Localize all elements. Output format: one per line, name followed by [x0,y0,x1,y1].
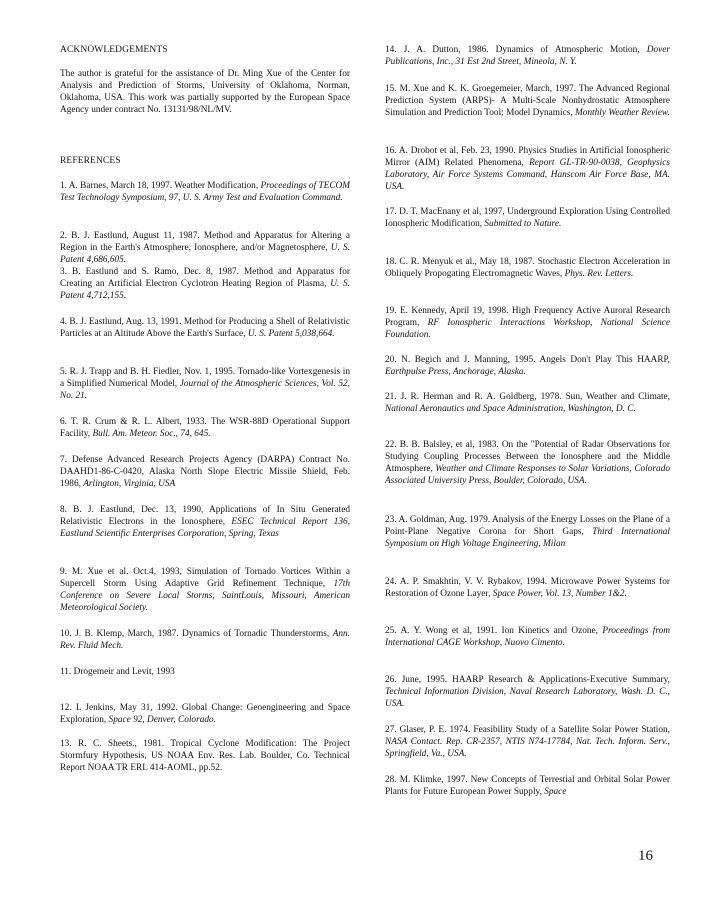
reference-item [60,566,350,614]
reference-source: Submitted to Nature. [484,219,562,229]
reference-source: Technical Information Division, Naval Research Laboratory, Wash. D. C., USA. [385,687,670,709]
reference-source: Earthpulse Press, Anchorage, Alaska. [385,367,526,377]
reference-text: 22. B. B. Balsley, et al, 1983. On the "Potential of Radar Observations for Studying Coupling Processes Between the Ionosphere and the Middle Atmosphere, [385,440,670,474]
reference-item [385,576,670,600]
reference-text: 28. M. Klimke, 1997. New Concepts of Terrestial and Orbital Solar Power Plants for Future European Power Supply, [385,775,670,797]
reference-item [385,206,670,230]
reference-source: U. S. Patent 4,712,155. [60,279,350,301]
reference-item [385,625,670,649]
reference-item [385,391,670,415]
acknowledgements-heading: ACKNOWLEDGEMENTS [60,45,168,55]
reference-text: 9. M. Xue et al. Oct.4, 1993, Simulation of Tornado Vortices Within a Supercell Storm Using Adaptive Grid Refinement Technique, [60,567,350,589]
reference-text: 19. E. Kennedy, April 19, 1998. High Frequency Active Auroral Research Program, [385,306,670,328]
reference-text: 15. M. Xue and K. K. Groegemeier, March, 1997. The Advanced Regional Prediction System (ARPS)- A Multi-Scale Nonhydrostatic Atmosphere Simulation and Prediction Tool; Model Dynamics, [385,84,670,118]
reference-text: 25. A. Y. Wong et al, 1991. Ion Kinetics and Ozone, [385,626,603,636]
reference-source: ESEC Technical Report 136, Eastlund Scientific Enterprises Corporation, Spring, Texas [60,517,351,539]
reference-text: 5. R. J. Trapp and B. H. Fiedler, Nov. 1, 1995. Tornado-like Vortexgenesis in a Simplified Numerical Model, [60,367,350,389]
reference-item [60,366,350,402]
reference-text: 26. June, 1995. HAARP Research & Applications-Executive Summary, [385,675,670,685]
reference-item [385,514,670,550]
reference-item [60,454,350,490]
reference-source: Third International Symposium on High Voltage Engineering, Milan [385,527,671,549]
reference-text: 21. J. R. Herman and R. A. Goldberg, 1978. Sun, Weather and Climate, [385,392,670,402]
reference-source: Report GL-TR-90-0038, Geophysics Laboratory, Air Force Systems Command, Hanscom Air Force Base, MA. USA. [385,158,671,192]
reference-source: Phys. Rev. Letters. [564,269,634,279]
reference-text: 6. T. R. Crum & R. L. Albert, 1933. The WSR-88D Operational Support Facility, [60,417,350,439]
reference-item [60,316,350,340]
reference-text: 20. N. Begich and J. Manning, 1995. Angels Don't Play This HAARP, [385,355,670,365]
reference-text: 7. Defense Advanced Research Projects Agency (DARPA) Contract No. DAAHD1-86-C-0420, Alaska North Slope Electric Missile Shield, Feb. 1986, [60,455,350,489]
reference-item [60,504,350,540]
reference-item [385,305,670,341]
reference-item [60,266,350,302]
reference-source: 17th Conference on Severe Local Storms, SaintLouis, Missouri, American Meteorological Society. [60,579,350,613]
reference-text: 24. A. P. Smakhtin, V. V. Rybakov, 1994. Microwave Power Systems for Restoration of Ozone Layer, [385,577,670,599]
reference-text: 27. Glaser, P. E. 1974. Feasibility Study of a Satellite Solar Power Station, [385,725,670,735]
reference-source: NASA Contact. Rep. CR-2357, NTIS N74-17784, Nat. Tech. Inform. Serv., Springfield, Va., USA. [385,737,670,759]
reference-text: 4. B. J. Eastlund, Aug. 13, 1991. Method for Producing a Shell of Relativistic Particles at an Altitude Above the Earth's Surface, [60,317,350,339]
reference-text: 17. D. T. MacEnany et al, 1997, Underground Exploration Using Controlled Ionospheric Modification, [385,207,670,229]
reference-item [385,145,670,193]
acknowledgements-text: The author is grateful for the assistance of Dr. Ming Xue of the Center for Analysis and Prediction of Storms, University of Oklahoma, Norman, Oklahoma, USA. This work was partially supported by the European Space Agency under contract No. 13131/98/NL/MV. [60,69,350,115]
reference-text: 3. B. Eastlund and S. Ramo, Dec. 8, 1987. Method and Apparatus for Creating an Artificial Electron Cyclotron Heating Region of Plasma, [60,267,350,289]
reference-item [385,724,670,760]
reference-item [385,83,670,119]
reference-source: U. S. Patent 4,686,605. [60,243,350,265]
reference-source: Bull. Am. Meteor. Soc., 74, 645. [92,429,211,439]
reference-text: 12. L Jenkins, May 31, 1992. Global Change: Geoengineering and Space Exploration, [60,703,350,725]
reference-source: Proceedings of TECOM Test Technology Symposium, 97, U. S. Army Test and Evaluation Command. [60,181,351,203]
reference-text: 23. A. Goldman, Aug. 1979. Analysis of the Energy Losses on the Plane of a Point-Plane Negative Corona for Short Gaps, [385,515,670,537]
reference-source: Ann. Rev. Fluid Mech. [60,629,350,651]
reference-source: Arlington, Virginia, USA [83,479,176,489]
reference-text: 11. Drogemeir and Levit, 1993 [60,667,175,677]
reference-source: Space Power, Vol. 13, Number 1&2. [492,589,627,599]
reference-source: Space 92, Denver, Colorado. [108,715,216,725]
reference-item [60,666,350,678]
reference-item [60,180,350,204]
reference-item [385,256,670,280]
reference-source: Journal of the Atmospheric Sciences, Vol. 52, No. 21. [60,379,350,401]
reference-text: 8. B. J. Eastlund, Dec. 13, 1990, Applications of In Situ Generated Relativistic Electrons in the Ionosphere, [60,505,350,527]
reference-text: 1. A. Barnes, March 18, 1997. Weather Modification, [60,181,261,191]
reference-text: 18. C. R. Menyuk et al., May 18, 1987. Stochastic Electron Acceleration in Obliquely Propogating Electromagnetic Waves, [385,257,670,279]
reference-text: 10. J. B. Klemp, March, 1987. Dynamics of Tornadic Thunderstorms, [60,629,333,639]
reference-source: Monthly Weather Review. [575,108,670,118]
reference-source: National Aeronautics and Space Administration, Washington, D. C. [385,404,636,414]
reference-text: 14. J. A. Dutton, 1986. Dynamics of Atmospheric Motion, [385,45,647,55]
reference-text: 13. R. C. Sheets., 1981. Tropical Cyclone Modification: The Project Stormfury Hypothesis, US NOAA Env. Res. Lab. Boulder, Co. Technical Report NOAA TR ERL 414-AOML, pp.52. [60,739,350,773]
page-number: 16 [638,848,653,864]
references-heading: REFERENCES [60,156,121,166]
reference-item [385,354,670,378]
reference-source: U. S. Patent 5,038,664. [247,329,335,339]
reference-item [385,774,670,798]
reference-source: Weather and Climate Responses to Solar Variations, Colorado Associated University Press, Boulder, Colorado, USA. [385,464,670,486]
reference-source: Dover Publications, Inc., 31 Est 2nd Street, Mineola, N. Y. [385,45,670,67]
reference-item [60,230,350,266]
reference-item [60,702,350,726]
reference-source: Proceedings from International CAGE Workshop, Nuovo Cimento. [385,626,671,648]
reference-item [385,44,670,68]
reference-item [385,674,670,710]
reference-item [60,416,350,440]
reference-text: 16. A. Drobot et al, Feb. 23, 1990. Physics Studies in Artificial Ionospheric Mirror (AIM) Related Phenomena, [385,146,670,168]
reference-source: Space [544,787,567,797]
reference-text: 2. B. J. Eastlund, August 11, 1987. Method and Apparatus for Altering a Region in the Earth's Atmosphere, Ionosphere, and/or Magnetosphere, [60,231,350,253]
reference-item [60,628,350,652]
reference-item [60,738,350,774]
reference-item [385,439,670,487]
reference-source: RF Ionospheric Interactions Workshop, National Science Foundation. [385,318,670,340]
